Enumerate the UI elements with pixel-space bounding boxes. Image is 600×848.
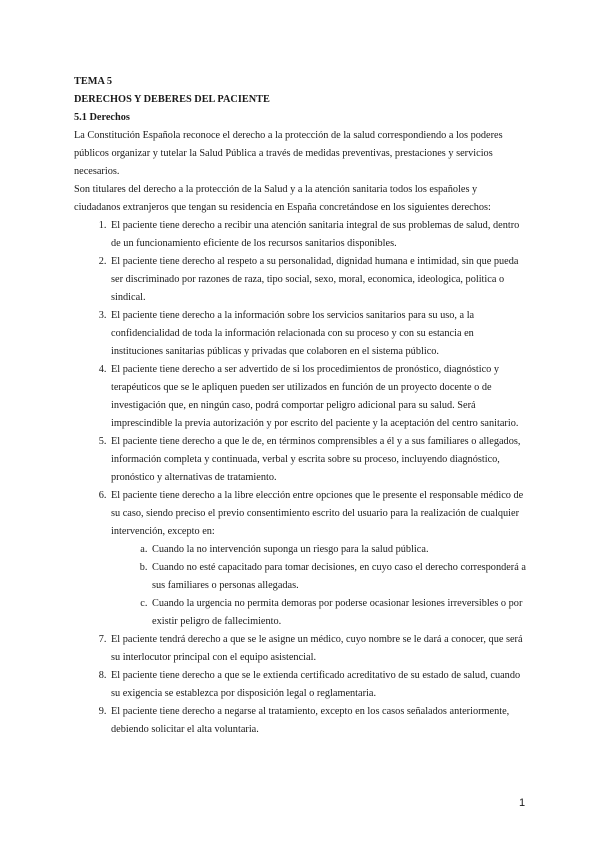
intro-paragraph: La Constitución Española reconoce el derecho a la protección de la salud correspondiendo a los poderes públicos organizar y tutelar la Salud Pública a través de medidas preventivas, prestaciones y servicios necesarios. <box>74 130 503 177</box>
right-item: 5. El paciente tiene derecho a que le de, en términos comprensibles a él y a sus familiares o allegados, información completa y continuada, verbal y escrita sobre su proceso, incluyendo diagnóstico, pronóstico y alternativas de tratamiento. <box>109 433 526 487</box>
right-item: 9. El paciente tiene derecho a negarse al tratamiento, excepto en los casos señalados anteriormente, debiendo solicitar el alta voluntaria. <box>109 703 526 739</box>
tema-heading: TEMA 5 <box>74 76 113 87</box>
exceptions-list <box>111 541 526 631</box>
chapter-title: DERECHOS Y DEBERES DEL PACIENTE <box>74 94 270 105</box>
right-item <box>109 487 526 631</box>
right-item: 7. El paciente tendrá derecho a que se le asigne un médico, cuyo nombre se le dará a conocer, que será su interlocutor principal con el equipo asistencial. <box>109 631 526 667</box>
page-content <box>74 73 526 739</box>
right-item: 8. El paciente tiene derecho a que se le extienda certificado acreditativo de su estado de salud, cuando su exigencia se establezca por disposición legal o reglamentaria. <box>109 667 526 703</box>
rights-list <box>74 217 526 739</box>
right-item: 3. El paciente tiene derecho a la información sobre los servicios sanitarios para su uso, a la confidencialidad de toda la información relacionada con su proceso y con su estancia en instituciones sanitarias públicas y privadas que colaboren en el sistema público. <box>109 307 526 361</box>
page-number: 1 <box>519 797 526 809</box>
exception-item: b. Cuando no esté capacitado para tomar decisiones, en cuyo caso el derecho corresponderá a sus familiares o personas allegadas. <box>150 559 526 595</box>
right-item: 2. El paciente tiene derecho al respeto a su personalidad, dignidad humana e intimidad, sin que pueda ser discriminado por razones de raza, tipo social, sexo, moral, economica, ideologica, politica o sindical. <box>109 253 526 307</box>
section-heading: 5.1 Derechos <box>74 112 130 123</box>
right-item: 1. El paciente tiene derecho a recibir una atención sanitaria integral de sus problemas de salud, dentro de un funcionamiento eficiente de los recursos sanitarios disponibles. <box>109 217 526 253</box>
exception-item: c. Cuando la urgencia no permita demoras por poderse ocasionar lesiones irreversibles o por existir peligro de fallecimiento. <box>150 595 526 631</box>
right-item-text: El paciente tiene derecho a la libre elección entre opciones que le presente el responsable médico de su caso, siendo preciso el previo consentimiento escrito del usuario para la realización de cualquier intervención, excepto en: <box>111 490 524 537</box>
intro-paragraph: Son titulares del derecho a la protección de la Salud y a la atención sanitaria todos los españoles y ciudadanos extranjeros que tengan su residencia en España concretándose en los siguientes derechos: <box>74 184 491 213</box>
right-item: 4. El paciente tiene derecho a ser advertido de si los procedimientos de pronóstico, diagnóstico y terapéuticos que se le apliquen pueden ser utilizados en función de un proyecto docente o de investigación que, en ningún caso, podrá comportar peligro adicional para su salud. Será imprescindible la previa autorización y por escrito del paciente y la aceptación del centro sanitario. <box>109 361 526 433</box>
exception-item: a. Cuando la no intervención suponga un riesgo para la salud pública. <box>150 541 526 559</box>
